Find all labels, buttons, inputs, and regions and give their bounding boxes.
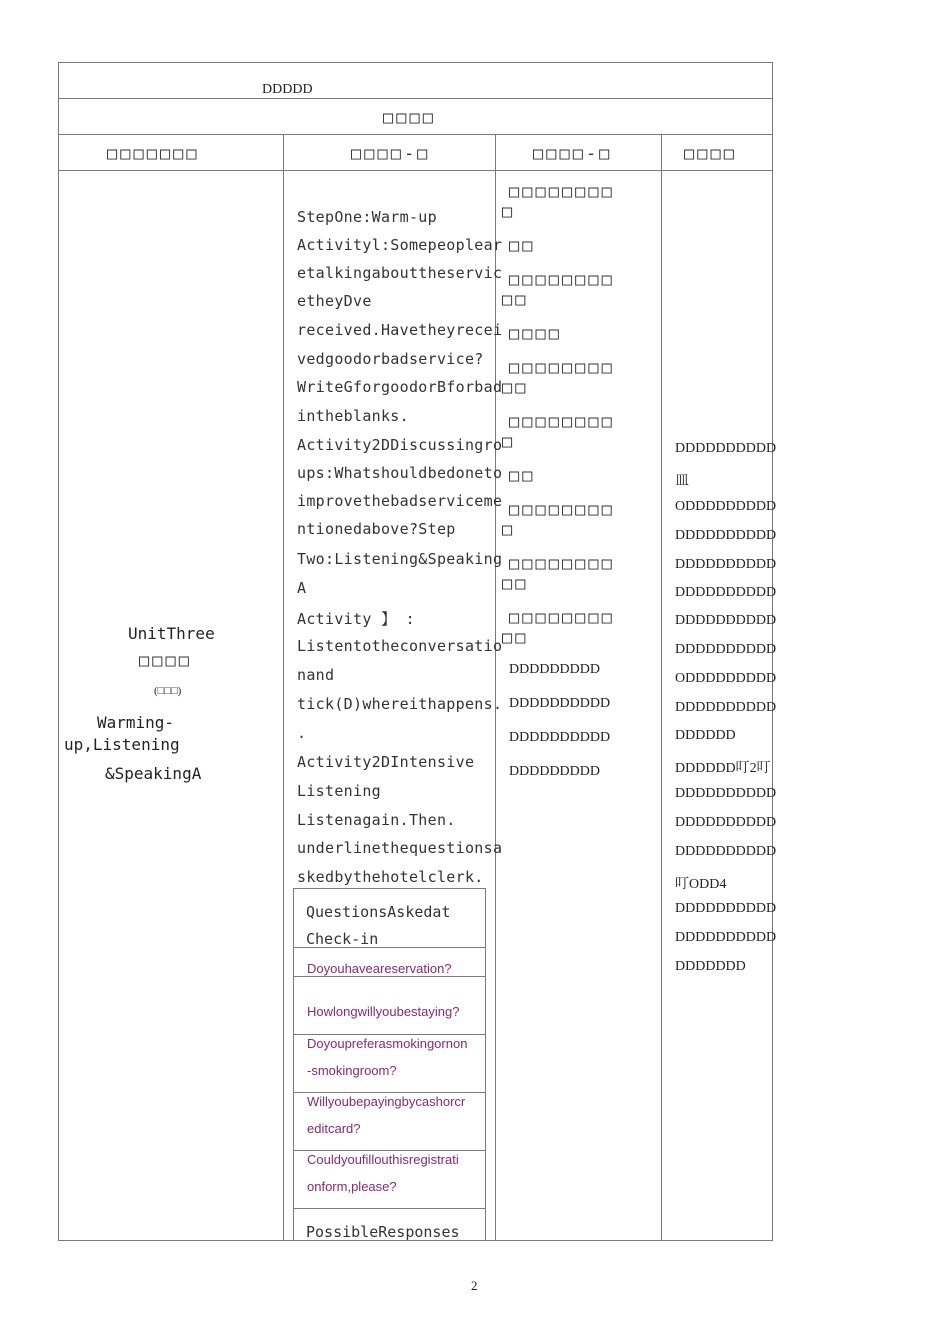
inner-table-left [293,888,294,1240]
column-divider-2 [495,134,496,1241]
question-2: Howlongwillyoubestaying? [307,1004,460,1019]
student-activity-line: □□ [509,466,536,486]
student-activity-line: □□ [502,290,529,310]
procedure-line: . [297,724,307,742]
section-title: □□□□ [383,108,436,128]
design-intent-line: DDDDDDD [675,959,746,974]
procedure-line: tick(D)whereithappens. [297,695,503,713]
procedure-line: Activity2DDiscussingro [297,436,503,454]
procedure-line: etalkingabouttheservic [297,264,503,282]
question-5-line2: onform,please? [307,1179,397,1194]
student-activity-line: DDDDDDDDDD [509,730,611,745]
design-intent-line: DDDDDD [675,728,736,743]
design-intent-line: DDDDDDDDDD [675,844,777,859]
inner-table-rule-5 [293,1150,486,1151]
table-rule-1 [58,98,773,99]
student-activity-line: □□ [509,236,536,256]
design-intent-line: DDDDDDDDDD [675,441,777,456]
design-intent-line: DDDDDDDDDD [675,786,777,801]
unit-topic-line1: Warming- [97,713,175,732]
student-activity-line: □□□□ [509,324,562,344]
student-activity-line: □□□□□□□□ [509,500,615,520]
unit-subtitle: □□□□ [139,651,192,671]
procedure-line: WriteGforgoodorBforbad [297,378,503,396]
procedure-line: Listenagain.Then. [297,811,456,829]
student-activity-line: □□□□□□□□ [509,182,615,202]
inner-table-top [293,888,486,889]
student-activity-line: □□□□□□□□ [509,412,615,432]
student-activity-line: DDDDDDDDD [509,764,600,779]
procedure-line: nand [297,666,335,684]
student-activity-line: DDDDDDDDD [509,662,600,677]
column-header-4: □□□□ [684,144,737,164]
inner-table-header-line2: Check-in [306,930,379,948]
unit-topic-line3: &SpeakingA [105,764,202,783]
student-activity-line: □ [502,202,516,222]
design-intent-line: DDDDDDDDDD [675,815,777,830]
question-1: Doyouhaveareservation? [307,961,452,976]
design-intent-line: DDDDDDDDDD [675,930,777,945]
question-3-line2: -smokingroom? [307,1063,397,1078]
unit-topic-line2: up,Listening [64,735,180,754]
inner-table-rule-2 [293,976,486,977]
procedure-line: StepOne:Warm-up [297,208,437,226]
table-rule-2 [58,134,773,135]
inner-table-header-line1: QuestionsAskedat [306,903,451,921]
design-intent-line: ODDDDDDDDD [675,671,777,686]
top-label: DDDDD [262,82,313,97]
question-4-line1: Willyoubepayingbycashorcr [307,1094,466,1109]
design-intent-line: 皿 [675,474,689,489]
table-border-left [58,62,59,1241]
procedure-line: Activity 】 : [297,610,415,628]
design-intent-line: DDDDDDDDDD [675,557,777,572]
unit-title: UnitThree [128,624,215,643]
page-number: 2 [471,1278,478,1293]
student-activity-line: DDDDDDDDDD [509,696,611,711]
column-header-3: □□□□-□ [533,144,613,164]
column-header-2: □□□□-□ [351,144,431,164]
design-intent-line: ODDDDDDDDD [675,499,777,514]
inner-table-right [485,888,486,1240]
student-activity-line: □□□□□□□□ [509,608,615,628]
procedure-line: ntionedabove?Step [297,520,456,538]
table-border-top [58,62,773,63]
inner-table-footer: PossibleResponses [306,1223,460,1241]
procedure-line: intheblanks. [297,407,409,425]
unit-period: (□□□) [154,685,182,697]
question-5-line1: Couldyoufillouthisregistrati [307,1152,459,1167]
design-intent-line: DDDDDDDDDD [675,613,777,628]
procedure-line: underlinethequestionsa [297,839,503,857]
design-intent-line: DDDDDDDDDD [675,528,777,543]
student-activity-line: □□ [502,574,529,594]
procedure-line: received.Havetheyrecei [297,321,503,339]
inner-table-rule-3 [293,1034,486,1035]
student-activity-line: □□□□□□□□ [509,270,615,290]
design-intent-line: DDDDDDDDDD [675,700,777,715]
student-activity-line: □□□□□□□□ [509,554,615,574]
design-intent-line: DDDDDDDDDD [675,901,777,916]
student-activity-line: □ [502,432,516,452]
student-activity-line: □ [502,520,516,540]
procedure-line: Two:Listening&Speaking [297,550,503,568]
procedure-line: A [297,579,307,597]
procedure-line: etheyDve [297,292,372,310]
question-4-line2: editcard? [307,1121,361,1136]
design-intent-line: DDDDDDDDDD [675,585,777,600]
student-activity-line: □□□□□□□□ [509,358,615,378]
table-rule-3 [58,170,773,171]
design-intent-line: DDDDDDDDDD [675,642,777,657]
design-intent-line: DDDDDD叮2叮 [675,761,771,776]
procedure-line: ups:Whatshouldbedoneto [297,464,503,482]
procedure-line: Listentotheconversatio [297,637,503,655]
design-intent-line: 叮ODD4 [675,877,727,892]
student-activity-line: □□ [502,628,529,648]
procedure-line: Activity2DIntensive [297,753,475,771]
inner-table-rule-6 [293,1208,486,1209]
column-header-1: □□□□□□□ [107,144,200,164]
procedure-line: skedbythehotelclerk. [297,868,484,886]
procedure-line: improvethebadserviceme [297,492,503,510]
student-activity-line: □□ [502,378,529,398]
inner-table-rule-4 [293,1092,486,1093]
question-3-line1: Doyoupreferasmokingornon [307,1036,468,1051]
procedure-line: Listening [297,782,381,800]
column-divider-3 [661,134,662,1241]
procedure-line: Activityl:Somepeoplear [297,236,503,254]
column-divider-1 [283,134,284,1241]
procedure-line: vedgoodorbadservice? [297,350,484,368]
